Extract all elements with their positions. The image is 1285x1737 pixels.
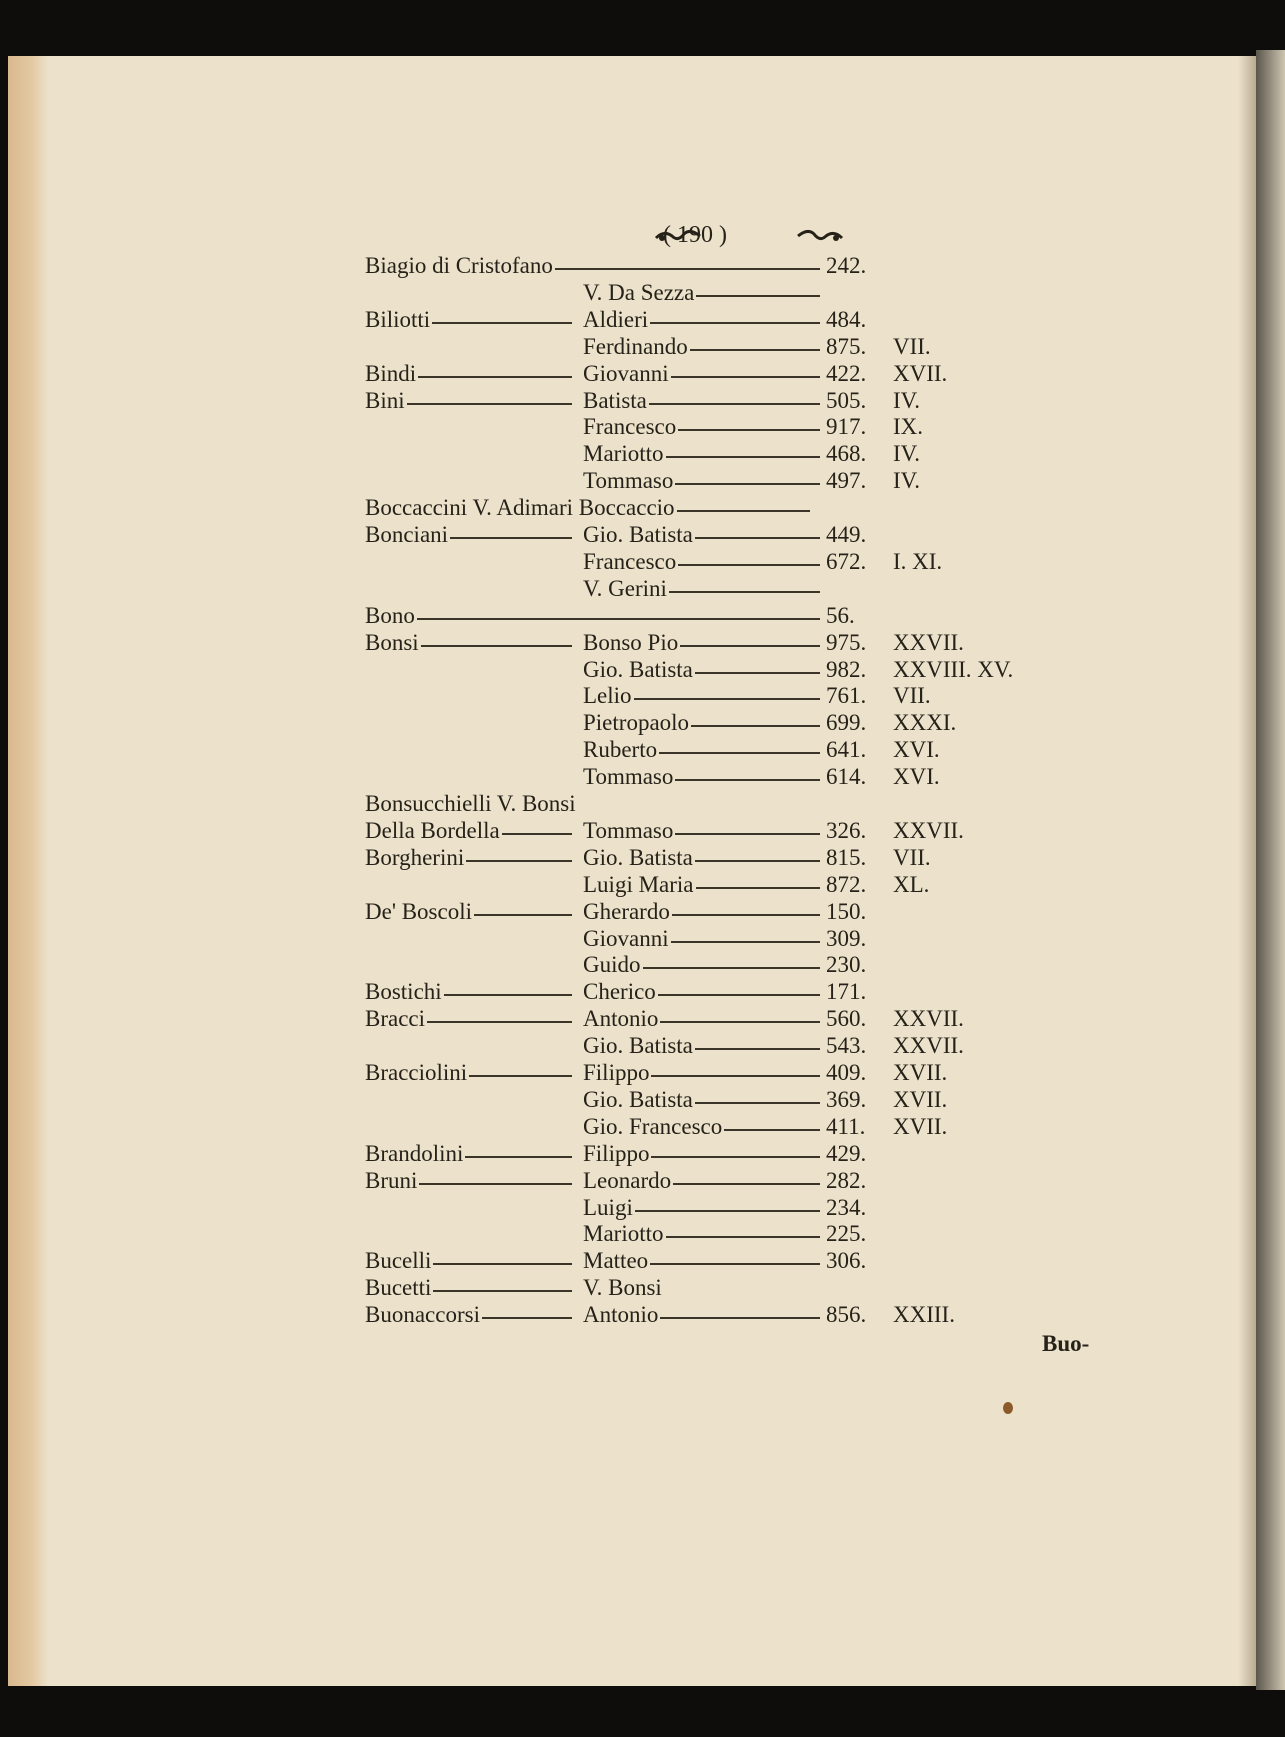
leader-line <box>649 403 820 405</box>
surname: Boccaccini V. Adimari Boccaccio <box>365 495 675 521</box>
page-ref: 411. <box>826 1113 866 1139</box>
index-row <box>0 1248 1285 1274</box>
index-row <box>0 253 1285 279</box>
index-row <box>0 872 1285 898</box>
leader-line <box>643 967 820 969</box>
given-name: Cherico <box>583 979 656 1005</box>
leader-line <box>650 322 820 324</box>
surname: Bracciolini <box>365 1060 468 1085</box>
leader-line <box>634 698 820 700</box>
volume-ref: XXIII. <box>893 1302 955 1328</box>
page-ref: 309. <box>826 925 867 951</box>
leader-line <box>450 537 572 539</box>
volume-ref: XVI. <box>893 764 940 790</box>
volume-ref: XVI. <box>893 737 940 763</box>
leader-line <box>673 1183 820 1185</box>
volume-ref: VII. <box>893 683 931 709</box>
index-row <box>0 737 1285 763</box>
leader-line <box>660 1021 820 1023</box>
index-row <box>0 1221 1285 1247</box>
surname: Bono <box>365 602 415 628</box>
surname: Brandolini <box>365 1140 464 1166</box>
index-row <box>0 549 1285 575</box>
volume-ref: IX. <box>893 414 924 440</box>
leader-line <box>680 645 820 647</box>
given-name: Gio. Batista <box>583 1033 693 1059</box>
page-ref: 505. <box>826 387 867 413</box>
given-name: Bonso Pio <box>583 629 679 655</box>
volume-ref: XXXI. <box>893 710 957 736</box>
leader-line <box>675 779 820 781</box>
given-name: Francesco <box>583 548 677 574</box>
index-row <box>0 1195 1285 1221</box>
volume-ref: XXVII. <box>893 1006 964 1032</box>
index-row <box>0 845 1285 871</box>
page-ref: 409. <box>826 1060 867 1085</box>
leader-line <box>690 349 820 351</box>
leader-line <box>666 1236 820 1238</box>
surname: Bonciani <box>365 522 449 547</box>
leader-line <box>465 1156 572 1158</box>
index-row <box>0 1114 1285 1140</box>
index-row <box>0 899 1285 925</box>
leader-line <box>433 1263 572 1265</box>
surname: De' Boscoli <box>365 898 472 924</box>
index-row <box>0 414 1285 440</box>
page-ref: 917. <box>826 414 867 440</box>
leader-line <box>696 887 820 889</box>
given-name: Mariotto <box>583 441 664 467</box>
surname: Bostichi <box>365 979 442 1005</box>
surname: Bonsi <box>365 629 419 655</box>
given-name: Tommaso <box>583 764 674 790</box>
page-ref: 815. <box>826 844 867 870</box>
page-ref: 872. <box>826 871 867 897</box>
index-row <box>0 495 1285 521</box>
leader-line <box>695 1102 820 1104</box>
page-ref: 468. <box>826 441 867 467</box>
given-name: Tommaso <box>583 817 674 843</box>
leader-line <box>444 994 572 996</box>
index-row <box>0 1168 1285 1194</box>
leader-line <box>677 510 810 512</box>
leader-line <box>666 456 820 458</box>
given-name: Mariotto <box>583 1221 664 1247</box>
page-ref: 761. <box>826 683 867 709</box>
index-row <box>0 657 1285 683</box>
surname: Bucetti <box>365 1275 432 1301</box>
leader-line <box>407 403 572 405</box>
page-ref: 982. <box>826 656 867 682</box>
given-name: Gherardo <box>583 898 670 924</box>
leader-line <box>555 268 820 270</box>
given-name: Batista <box>583 387 647 413</box>
surname: Biliotti <box>365 306 431 332</box>
page-ref: 234. <box>826 1194 867 1220</box>
leader-line <box>502 833 572 835</box>
page-ref: 171. <box>826 979 867 1005</box>
page-ref: 641. <box>826 737 867 763</box>
given-name: Pietropaolo <box>583 710 690 736</box>
page-ref: 484. <box>826 306 867 332</box>
leader-line <box>427 1021 572 1023</box>
index-row <box>0 441 1285 467</box>
leader-line <box>658 994 820 996</box>
given-name: Guido <box>583 952 641 978</box>
index-row <box>0 952 1285 978</box>
page-ref: 230. <box>826 952 867 978</box>
index-row <box>0 1275 1285 1301</box>
given-name: Tommaso <box>583 468 674 494</box>
leader-line <box>419 1183 572 1185</box>
volume-ref: XVII. <box>893 1060 948 1085</box>
index-row <box>0 1141 1285 1167</box>
leader-line <box>432 322 572 324</box>
leader-line <box>695 1048 820 1050</box>
index-row <box>0 683 1285 709</box>
page-ref: 560. <box>826 1006 867 1032</box>
leader-line <box>696 295 820 297</box>
volume-ref: VII. <box>893 844 931 870</box>
given-name: Aldieri <box>583 306 649 332</box>
index-row <box>0 522 1285 548</box>
page-ref: 326. <box>826 817 867 843</box>
page-ref: 497. <box>826 468 867 494</box>
index-row <box>0 468 1285 494</box>
volume-ref: XXVII. <box>893 629 964 655</box>
page-ref: 306. <box>826 1248 867 1274</box>
leader-line <box>675 833 820 835</box>
given-name: Antonio <box>583 1006 659 1032</box>
given-name: Gio. Francesco <box>583 1113 723 1139</box>
leader-line <box>466 860 572 862</box>
given-name: Luigi <box>583 1194 633 1220</box>
leader-line <box>469 1075 572 1077</box>
surname: Della Bordella <box>365 817 500 843</box>
index-row <box>0 388 1285 414</box>
given-name: Gio. Batista <box>583 656 693 682</box>
index-row <box>0 1060 1285 1086</box>
given-name: Luigi Maria <box>583 871 694 897</box>
leader-line <box>671 941 820 943</box>
given-name: Francesco <box>583 414 677 440</box>
index-row <box>0 764 1285 790</box>
page-ref: 150. <box>826 898 867 924</box>
index-row <box>0 791 1285 817</box>
index-row <box>0 818 1285 844</box>
leader-line <box>695 537 820 539</box>
given-name: Matteo <box>583 1248 649 1274</box>
right-ornament-icon <box>796 228 844 244</box>
leader-line <box>651 1156 820 1158</box>
page-ref: 614. <box>826 764 867 790</box>
index-row <box>0 630 1285 656</box>
page-ref: 449. <box>826 522 867 547</box>
volume-ref: IV. <box>893 441 921 467</box>
given-name: Antonio <box>583 1302 659 1328</box>
leader-line <box>651 1075 820 1077</box>
volume-ref: IV. <box>893 387 921 413</box>
surname: Borgherini <box>365 844 465 870</box>
page-ref: 422. <box>826 360 867 386</box>
volume-ref: XL. <box>893 871 930 897</box>
leader-line <box>421 645 572 647</box>
surname: Bonsucchielli V. Bonsi <box>365 791 576 816</box>
index-row <box>0 979 1285 1005</box>
leader-line <box>635 1210 820 1212</box>
leader-line <box>678 429 820 431</box>
volume-ref: XVII. <box>893 1086 948 1112</box>
leader-line <box>695 672 820 674</box>
page-ref: 875. <box>826 333 867 359</box>
given-name: Giovanni <box>583 360 669 386</box>
page-ref: 543. <box>826 1033 867 1059</box>
leader-line <box>691 725 820 727</box>
page-ref: 856. <box>826 1302 867 1328</box>
index-row <box>0 1006 1285 1032</box>
index-row <box>0 361 1285 387</box>
leader-line <box>418 376 572 378</box>
page-header <box>0 222 1285 252</box>
leader-line <box>659 752 820 754</box>
page-ref: 369. <box>826 1086 867 1112</box>
given-name: V. Bonsi <box>583 1275 662 1301</box>
given-name: V. Da Sezza <box>583 279 695 305</box>
leader-line <box>433 1290 572 1292</box>
leader-line <box>675 483 820 485</box>
volume-ref: IV. <box>893 468 921 494</box>
given-name: Ferdinando <box>583 333 688 359</box>
leader-line <box>678 564 820 566</box>
given-name: Filippo <box>583 1060 650 1085</box>
volume-ref: I. XI. <box>893 548 943 574</box>
page-ref: 672. <box>826 548 867 574</box>
leader-line <box>695 860 820 862</box>
given-name: Lelio <box>583 683 632 709</box>
leader-line <box>660 1317 820 1319</box>
surname: Bracci <box>365 1006 426 1032</box>
surname: Bruni <box>365 1167 418 1193</box>
page-ref: 56. <box>826 602 855 628</box>
index-row <box>0 1087 1285 1113</box>
leader-line <box>482 1317 572 1319</box>
page-ref: 242. <box>826 253 867 278</box>
page-ref: 225. <box>826 1221 867 1247</box>
given-name: Gio. Batista <box>583 1086 693 1112</box>
leader-line <box>671 376 820 378</box>
surname: Biagio di Cristofano <box>365 253 553 278</box>
volume-ref: XVII. <box>893 1113 948 1139</box>
surname: Bindi <box>365 360 417 386</box>
ink-stain <box>1003 1402 1013 1414</box>
leader-line <box>724 1129 820 1131</box>
index-row <box>0 334 1285 360</box>
volume-ref: XXVII. <box>893 1033 964 1059</box>
index-row <box>0 1302 1285 1328</box>
page-ref: 429. <box>826 1140 867 1166</box>
index-row <box>0 576 1285 602</box>
page-ref: 282. <box>826 1167 867 1193</box>
given-name: Gio. Batista <box>583 844 693 870</box>
index-row <box>0 280 1285 306</box>
given-name: Ruberto <box>583 737 658 763</box>
leader-line <box>669 591 820 593</box>
index-row <box>0 926 1285 952</box>
volume-ref: XVII. <box>893 360 948 386</box>
page-ref: 975. <box>826 629 867 655</box>
catchword: Buo- <box>1042 1331 1090 1356</box>
surname: Buonaccorsi <box>365 1302 480 1328</box>
leader-line <box>650 1263 820 1265</box>
given-name: Leonardo <box>583 1167 672 1193</box>
page-ref: 699. <box>826 710 867 736</box>
volume-ref: XXVIII. XV. <box>893 656 1014 682</box>
index-row <box>0 603 1285 629</box>
surname: Bini <box>365 387 405 413</box>
index-row <box>0 307 1285 333</box>
given-name: V. Gerini <box>583 575 667 601</box>
volume-ref: VII. <box>893 333 931 359</box>
leader-line <box>672 914 820 916</box>
given-name: Giovanni <box>583 925 669 951</box>
index-row <box>0 710 1285 736</box>
given-name: Filippo <box>583 1140 650 1166</box>
leader-line <box>474 914 572 916</box>
leader-line <box>417 618 820 620</box>
page-number: ( 190 ) <box>663 222 727 248</box>
index-row <box>0 1033 1285 1059</box>
volume-ref: XXVII. <box>893 817 964 843</box>
surname: Bucelli <box>365 1248 432 1274</box>
given-name: Gio. Batista <box>583 522 693 547</box>
